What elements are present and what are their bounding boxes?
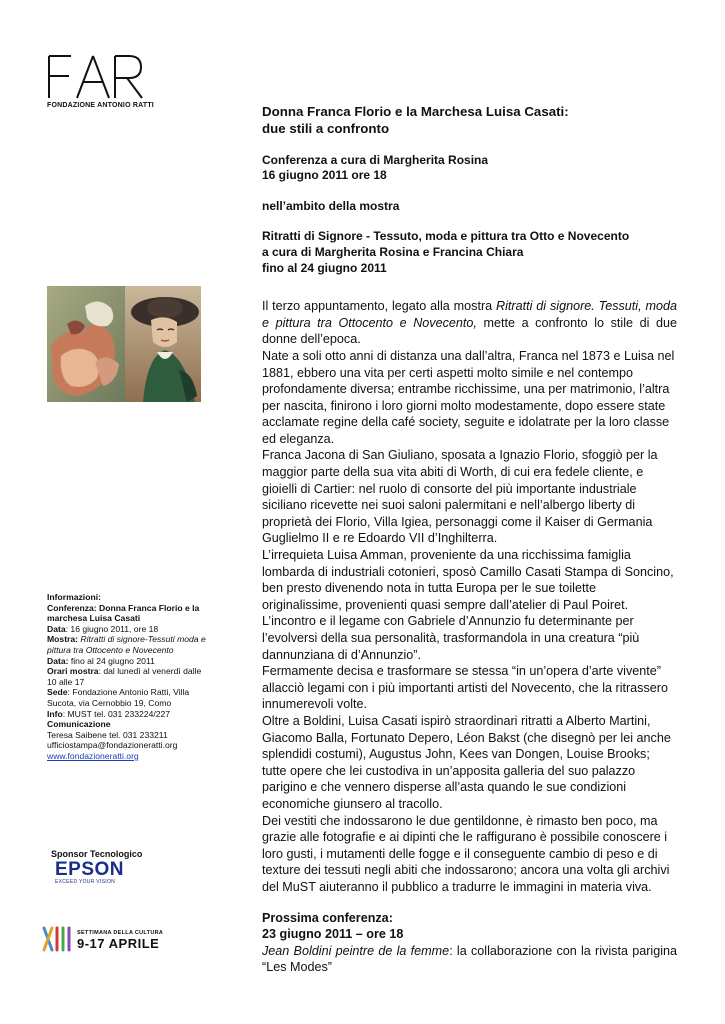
info-venue: Sede: Fondazione Antonio Ratti, Villa Sucota, via Cernobbio 19, Como (47, 687, 190, 708)
culture-week-dates: 9-17 APRILE (77, 936, 160, 951)
exhibition-context: nell’ambito della mostra (262, 198, 400, 213)
info-sidebar (47, 592, 207, 762)
paragraph-1: Nate a soli otto anni di distanza una dall’altra, Franca nel 1873 e Luisa nel 1881, ebbero una vita per certi aspetti molto simile e nel contempo profondamente diversa; entrambe ricchissime, una per matrimonio, l’altra per nascita, finirono i loro giorni molto modestamente, dopo essere state acclamate regine della café society, seguite e idolatrate per la loro classe ed eleganza. (262, 348, 675, 446)
culture-week-title: SETTIMANA DELLA CULTURA (77, 930, 164, 936)
conference-curator: Conferenza a cura di Margherita Rosina (262, 152, 489, 167)
portrait-painting-image (47, 286, 201, 402)
info-date: Data: 16 giugno 2011, ore 18 (47, 623, 159, 634)
epson-tagline: EXCEED YOUR VISION (55, 879, 116, 885)
paragraph-6: Dei vestiti che indossarono le due gentildonne, è rimasto ben poco, ma grazie alle fotografie e ai dipinti che le raffigurano è possibile conoscere i loro gusti, i mutamenti delle fogge e il conseguente cambio di peso e di texture dei tessuti negli abiti che indossarono; ancora una volta gli archivi del MuST aiuteranno il pubblico a tradurre le immagini in materia viva. (262, 813, 670, 894)
info-press-contact: Teresa Saibene tel. 031 233211 (47, 729, 168, 740)
info-opening-hours: Orari mostra: dal lunedì al venerdì dalle 10 alle 17 (47, 666, 202, 687)
info-press-email: ufficiostampa@fondazioneratti.org (47, 740, 178, 751)
sponsor-label: Sponsor Tecnologico (51, 849, 143, 859)
fondazione-logo (47, 54, 157, 109)
next-conference-title: Prossima conferenza: (262, 910, 393, 925)
paragraph-5: Oltre a Boldini, Luisa Casati ispirò straordinari ritratti a Alberto Martini, Giacomo Balla, Fortunato Depero, Léon Bakst (che disegnò per lei anche splendidi costumi), Augustus John, Kees van Dongen, Louise Brooks; tutte opere che lei custodiva in un’apposita galleria del suo palazzo parigino e che vennero disperse all’asta quando le sue condizioni economiche giunsero al tracollo. (262, 713, 671, 811)
exhibition-curators: a cura di Margherita Rosina e Francina Chiara (262, 244, 524, 259)
paragraph-2: Franca Jacona di San Giuliano, sposata a Ignazio Florio, sfoggiò per la maggior parte della sua vita abiti di Worth, di cui era fedele cliente, e gioielli di Cartier: nel ruolo di consorte del più importante industriale siciliano ricevette nei suoi saloni palermitani e nell’albergo liberty di proprietà dei Florio, Villa Igiea, personaggi come il Kaiser di Germania Guglielmo II e re Edoardo VII d’Inghilterra. (262, 448, 658, 546)
exhibition-end-date: fino al 24 giugno 2011 (262, 260, 387, 275)
far-logo-icon (47, 54, 145, 100)
culture-week-emblem-icon (41, 924, 75, 954)
main-content (262, 103, 677, 976)
info-phone: Info: MUST tel. 031 233224/227 (47, 708, 171, 719)
next-conference (262, 910, 677, 976)
website-link[interactable]: www.fondazioneratti.org (47, 750, 139, 761)
page-title-line2: due stili a confronto (262, 121, 390, 137)
epson-logo (55, 860, 130, 885)
exhibition-title: Ritratti di Signore - Tessuto, moda e pittura tra Otto e Novecento (262, 229, 630, 244)
info-communication-heading: Comunicazione (47, 719, 111, 730)
conference-date: 16 giugno 2011 ore 18 (262, 168, 387, 183)
epson-brand: EPSON (55, 859, 125, 880)
intro-paragraph: Il terzo appuntamento, legato alla mostra Ritratti di signore. Tessuti, moda e pittura tra Ottocento e Novecento, mette a confronto lo stile di due donne dell’epoca. (262, 299, 678, 347)
info-heading: Informazioni: (47, 592, 101, 602)
settimana-cultura-logo (41, 924, 171, 954)
article-body (262, 298, 677, 895)
next-conference-date: 23 giugno 2011 – ore 18 (262, 927, 404, 942)
paragraph-4: Fermamente decisa e trasformare se stessa “in un’opera d’arte vivente” allacciò legami con i più importanti artisti del Novecento, che la ritrassero innumerevoli volte. (262, 664, 668, 712)
next-conference-talk: Jean Boldini peintre de la femme: la collaborazione con la rivista parigina “Les Modes” (262, 943, 678, 975)
info-exhibition-date: Data: fino al 24 giugno 2011 (47, 655, 155, 666)
page-title-line1: Donna Franca Florio e la Marchesa Luisa Casati: (262, 104, 569, 119)
paragraph-3: L’irrequieta Luisa Amman, proveniente da una ricchissima famiglia lombarda di industriali cotonieri, sposò Camillo Casati Stampa di Soncino, ben presto divenendo nota in tutta Europa per le sue toilette originalissime, provenienti quasi sempre dall’atelier di Paul Poiret. L’incontro e il legame con Gabriele d’Annunzio fu determinante per l’evolversi della sua personalità, trasformandola in una creatura “più dannunziana di d’Annunzio”. (262, 548, 674, 662)
info-exhibition: Mostra: Ritratti di signore-Tessuti moda e pittura tra Ottocento e Novecento (47, 634, 206, 655)
logo-subtitle: FONDAZIONE ANTONIO RATTI (47, 102, 154, 109)
info-conference-title: Conferenza: Donna Franca Florio e la marchesa Luisa Casati (47, 602, 200, 624)
